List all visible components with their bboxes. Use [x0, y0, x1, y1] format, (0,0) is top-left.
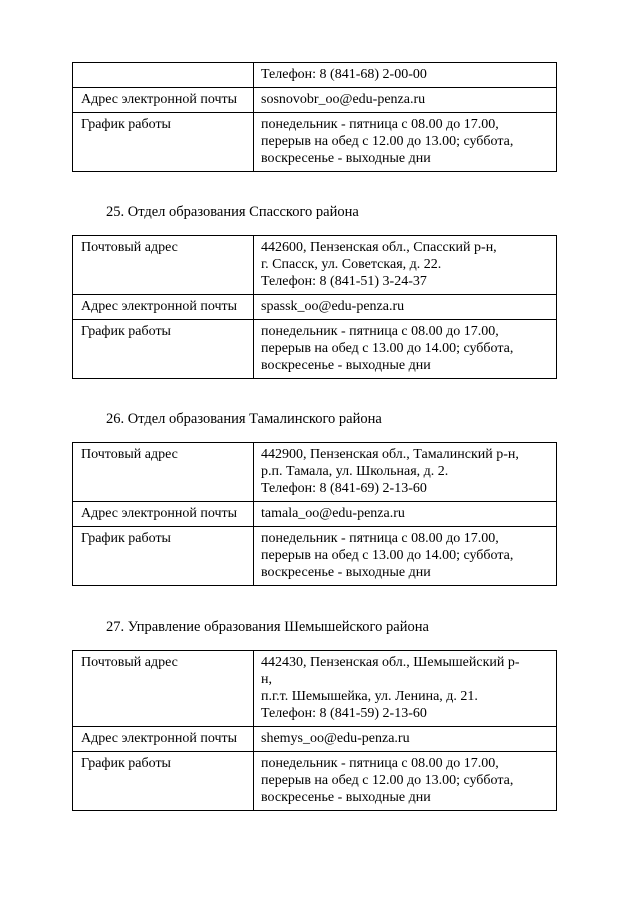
table-row: [73, 113, 557, 172]
row-value: [254, 502, 557, 527]
row-label: График работы: [73, 752, 254, 811]
row-label: Адрес электронной почты: [73, 88, 254, 113]
value-line: Телефон: 8 (841-51) 3-24-37: [261, 274, 427, 289]
contact-table: [72, 650, 557, 811]
value-line: г. Спасск, ул. Советская, д. 22.: [261, 257, 442, 272]
email-value: spassk_oo@edu-penza.ru: [261, 299, 405, 314]
row-value: [254, 443, 557, 502]
row-label: Почтовый адрес: [73, 651, 254, 727]
row-label: График работы: [73, 527, 254, 586]
contact-table: [72, 235, 557, 379]
value-line: перерыв на обед с 13.00 до 14.00; суббота,: [261, 548, 514, 563]
row-label: Адрес электронной почты: [73, 502, 254, 527]
section-heading: 27. Управление образования Шемышейского района: [106, 619, 429, 635]
value-line: понедельник - пятница с 08.00 до 17.00,: [261, 531, 499, 546]
contact-table: [72, 442, 557, 586]
row-label: График работы: [73, 320, 254, 379]
email-value: shemys_oo@edu-penza.ru: [261, 731, 410, 746]
email-value: tamala_oo@edu-penza.ru: [261, 506, 405, 521]
table-row: [73, 63, 557, 88]
value-line: 442430, Пензенская обл., Шемышейский р-: [261, 655, 520, 670]
row-label: График работы: [73, 113, 254, 172]
row-label: Адрес электронной почты: [73, 727, 254, 752]
value-line: н,: [261, 672, 272, 687]
table-row: [73, 527, 557, 586]
value-line: 442600, Пензенская обл., Спасский р-н,: [261, 240, 497, 255]
table-row: [73, 443, 557, 502]
row-value: [254, 88, 557, 113]
contact-table-continued: [72, 62, 557, 172]
value-line: Телефон: 8 (841-68) 2-00-00: [261, 67, 427, 82]
value-line: Телефон: 8 (841-59) 2-13-60: [261, 706, 427, 721]
value-line: п.г.т. Шемышейка, ул. Ленина, д. 21.: [261, 689, 478, 704]
row-label: Почтовый адрес: [73, 236, 254, 295]
value-line: воскресенье - выходные дни: [261, 358, 431, 373]
value-line: 442900, Пензенская обл., Тамалинский р-н,: [261, 447, 519, 462]
row-label: Адрес электронной почты: [73, 295, 254, 320]
table-row: [73, 236, 557, 295]
value-line: воскресенье - выходные дни: [261, 565, 431, 580]
table-row: [73, 88, 557, 113]
table-row: [73, 295, 557, 320]
row-value: [254, 295, 557, 320]
row-label: Почтовый адрес: [73, 443, 254, 502]
table-row: [73, 752, 557, 811]
email-value: sosnovobr_oo@edu-penza.ru: [261, 92, 426, 107]
section-heading: 25. Отдел образования Спасского района: [106, 204, 359, 220]
row-value: [254, 752, 557, 811]
value-line: понедельник - пятница с 08.00 до 17.00,: [261, 324, 499, 339]
row-value: [254, 320, 557, 379]
row-value: [254, 113, 557, 172]
value-line: перерыв на обед с 12.00 до 13.00; суббота,: [261, 134, 514, 149]
row-value: [254, 63, 557, 88]
section-heading: 26. Отдел образования Тамалинского района: [106, 411, 382, 427]
value-line: понедельник - пятница с 08.00 до 17.00,: [261, 756, 499, 771]
value-line: воскресенье - выходные дни: [261, 151, 431, 166]
table-row: [73, 651, 557, 727]
value-line: понедельник - пятница с 08.00 до 17.00,: [261, 117, 499, 132]
value-line: перерыв на обед с 13.00 до 14.00; суббота,: [261, 341, 514, 356]
table-row: [73, 502, 557, 527]
value-line: р.п. Тамала, ул. Школьная, д. 2.: [261, 464, 449, 479]
table-row: [73, 320, 557, 379]
row-value: [254, 651, 557, 727]
value-line: Телефон: 8 (841-69) 2-13-60: [261, 481, 427, 496]
value-line: воскресенье - выходные дни: [261, 790, 431, 805]
value-line: перерыв на обед с 12.00 до 13.00; суббота,: [261, 773, 514, 788]
row-value: [254, 236, 557, 295]
row-label: [73, 63, 254, 88]
table-row: [73, 727, 557, 752]
row-value: [254, 527, 557, 586]
row-value: [254, 727, 557, 752]
